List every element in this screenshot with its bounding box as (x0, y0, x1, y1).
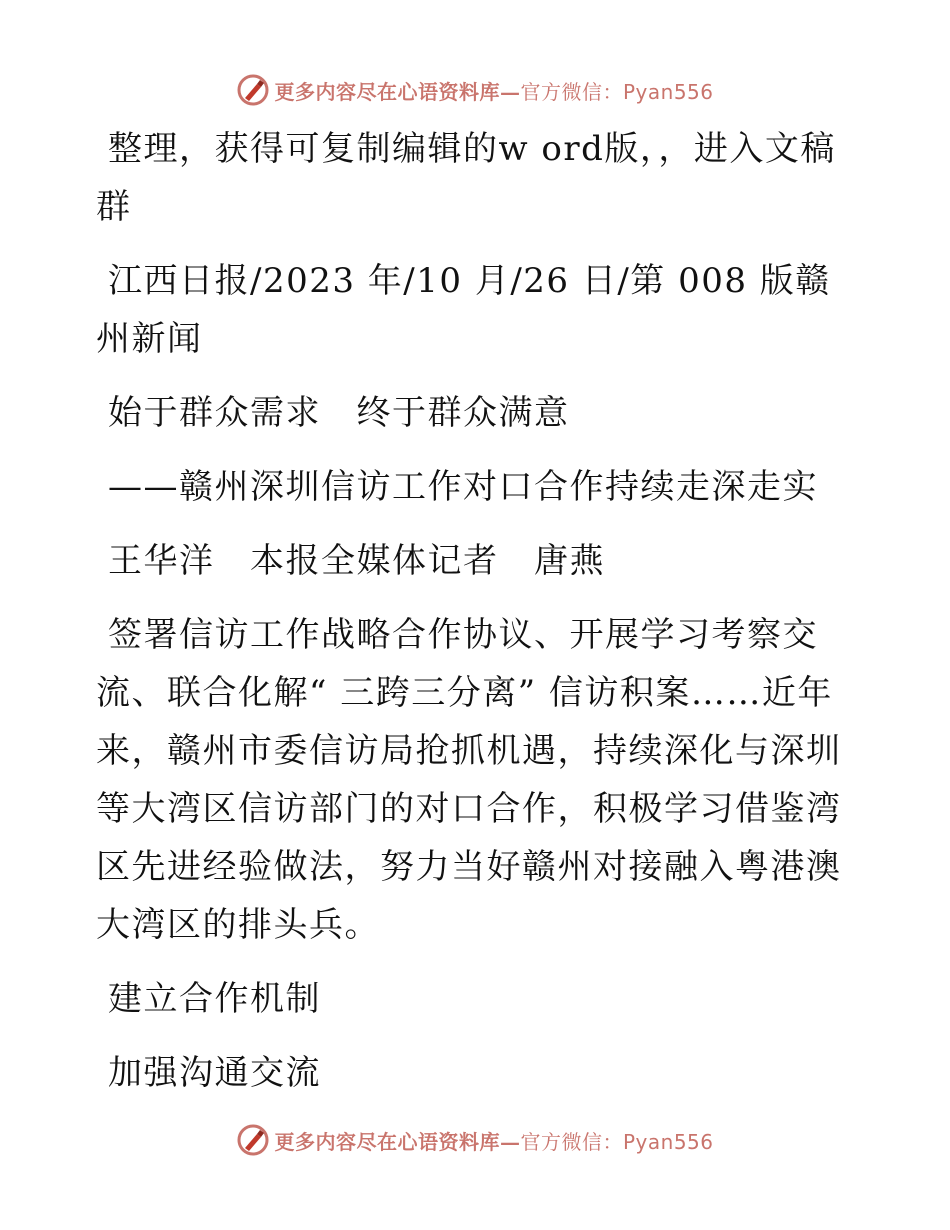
watermark-main-text: 更多内容尽在心语资料库 (274, 79, 500, 104)
watermark-dash: — (499, 1129, 521, 1154)
watermark-official-label: 官方微信： (520, 1129, 623, 1154)
watermark-wechat-id: Pyan556 (622, 79, 714, 104)
section-heading: 加强沟通交流 (108, 1053, 321, 1093)
watermark-main-text: 更多内容尽在心语资料库 (274, 1129, 500, 1154)
paragraph: 江西日报/2023 年/10 月/26 日/第 008 版赣州新闻 (96, 261, 831, 359)
watermark-official-label: 官方微信： (520, 79, 623, 104)
watermark-text (274, 76, 713, 105)
footer-watermark-banner (0, 1120, 950, 1160)
pen-in-circle-icon (236, 73, 270, 107)
paragraph: 签署信访工作战略合作协议、开展学习考察交流、联合化解“ 三跨三分离” 信访积案……近年来，赣州市委信访局抢抓机遇，持续深化与深圳等大湾区信访部门的对口合作，积极学习借鉴湾区先进经验做法，努力当好赣州对接融入粤港澳大湾区的排头兵。 (96, 615, 842, 945)
watermark-text (274, 1126, 713, 1155)
watermark-dash: — (499, 79, 521, 104)
article-subtitle: ——赣州深圳信访工作对口合作持续走深走实 (108, 467, 818, 507)
article-byline: 王华洋 本报全媒体记者 唐燕 (108, 541, 605, 581)
document-body (96, 120, 856, 1118)
section-heading: 建立合作机制 (108, 979, 321, 1019)
paragraph: 整理，获得可复制编辑的w ord版，，进入文稿群 (96, 129, 836, 227)
header-watermark-banner (0, 70, 950, 110)
article-title: 始于群众需求 终于群众满意 (108, 393, 570, 433)
watermark-wechat-id: Pyan556 (622, 1129, 714, 1154)
pen-in-circle-icon (236, 1123, 270, 1157)
